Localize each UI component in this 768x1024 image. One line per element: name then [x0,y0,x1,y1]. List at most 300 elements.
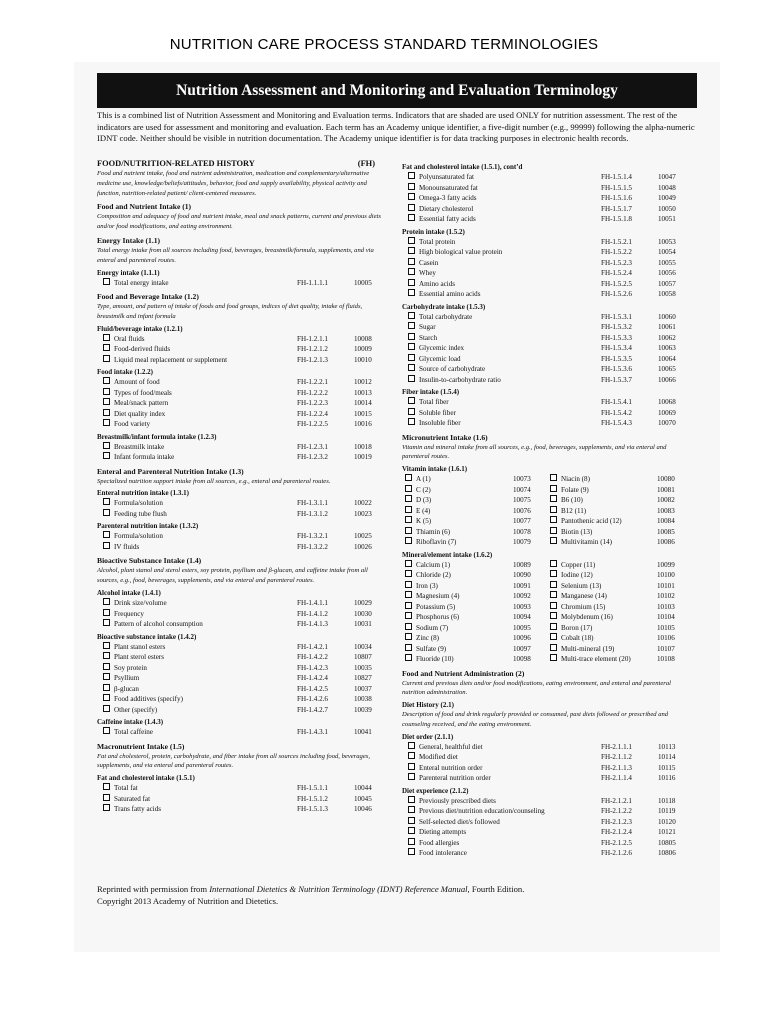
academy-id: 10082 [657,496,675,505]
term-pair-row [402,527,694,538]
term-entry [405,560,450,571]
idnt-code: FH-1.5.2.5 [601,279,632,288]
checkbox-icon[interactable] [408,838,415,845]
term-label: Sulfate (9) [416,644,447,653]
term-label: Glycemic index [419,344,465,352]
academy-id: 10092 [513,592,531,601]
term-entry [408,796,496,807]
section-description: Current and previous diets and/or food modifications, eating environment, and enteral and parenteral nutrition administration. [402,679,671,697]
term-entry [103,542,139,553]
checkbox-icon[interactable] [103,398,110,405]
idnt-code: FH-1.5.1.3 [297,805,328,814]
checkbox-icon[interactable] [103,419,110,426]
checkbox-icon[interactable] [408,796,415,803]
term-label: Multi-trace element (20) [561,655,631,664]
term-label: Parenteral nutrition order [419,774,491,783]
term-entry [550,485,589,496]
term-row [402,183,694,194]
checkbox-icon[interactable] [408,333,415,340]
term-label: Food intolerance [419,849,467,858]
term-row [402,817,694,828]
term-label: Food allergies [419,838,460,847]
term-label: A (1) [416,475,431,484]
checkbox-icon[interactable] [103,509,110,516]
term-entry [408,183,478,194]
checkbox-icon[interactable] [408,343,415,350]
term-pair-row [402,581,694,592]
checkbox-icon[interactable] [103,452,110,459]
academy-id: 10038 [354,695,372,704]
idnt-code: FH-1.4.2.5 [297,684,328,693]
term-label: Starch [419,333,438,342]
subsection-heading: Mineral/element intake (1.6.2) [402,550,493,559]
term-label: Sodium (7) [416,623,449,632]
checkbox-icon[interactable] [550,633,557,640]
term-entry [408,193,477,204]
term-label: Feeding tube flush [114,509,167,518]
left-column [97,158,389,815]
subsection-heading: Enteral nutrition intake (1.3.1) [97,489,189,498]
footer [97,884,697,907]
subsection-heading: Breastmilk/infant formula intake (1.2.3) [97,432,217,441]
academy-id: 10053 [658,237,676,246]
term-label: Food-derived fluids [114,345,171,354]
term-label: Cobalt (18) [561,634,594,643]
academy-id: 10044 [354,784,372,793]
checkbox-icon[interactable] [550,516,557,523]
page-title: NUTRITION CARE PROCESS STANDARD TERMINOLOGIES [169,36,599,53]
checkbox-icon[interactable] [103,684,110,691]
term-row [402,237,694,248]
term-entry [550,602,605,613]
academy-id: 10116 [658,774,676,783]
term-pair-row [402,623,694,634]
idnt-code: FH-1.4.1.3 [297,620,328,629]
idnt-code: FH-1.4.1.2 [297,609,328,618]
academy-id: 10005 [354,278,372,287]
term-row [402,838,694,849]
term-entry [408,364,485,375]
checkbox-icon[interactable] [408,806,415,813]
checkbox-icon[interactable] [103,531,110,538]
term-label: Modified diet [419,753,458,762]
term-label: Essential amino acids [419,290,481,298]
idnt-code: FH-1.5.3.3 [601,333,632,342]
checkbox-icon[interactable] [103,355,110,362]
term-label: Multivitamin (14) [561,538,613,547]
academy-id: 10008 [354,334,372,343]
checkbox-icon[interactable] [408,408,415,415]
checkbox-icon[interactable] [103,409,110,416]
idnt-code: FH-1.5.1.1 [297,784,328,793]
term-label: Insulin-to-carbohydrate ratio [419,375,501,384]
term-entry [405,581,438,592]
term-entry [408,742,483,753]
idnt-code: FH-1.2.3.1 [297,442,328,451]
term-row [402,375,694,386]
academy-id: 10089 [513,560,531,569]
academy-id: 10074 [513,485,531,494]
checkbox-icon[interactable] [408,742,415,749]
academy-id: 10037 [354,684,372,693]
checkbox-icon[interactable] [405,527,412,534]
checkbox-icon[interactable] [408,193,415,200]
section-heading: Micronutrient Intake (1.6) [402,432,488,442]
checkbox-icon[interactable] [405,612,412,619]
term-label: Formula/solution [114,532,163,541]
term-entry [408,268,436,279]
checkbox-icon[interactable] [103,334,110,341]
term-row [97,419,389,430]
term-entry [103,598,167,609]
term-row [97,334,389,345]
academy-id: 10105 [657,623,675,632]
academy-id: 10100 [657,571,675,580]
idnt-code: FH-1.5.4.2 [601,408,632,417]
checkbox-icon[interactable] [405,516,412,523]
checkbox-icon[interactable] [103,705,110,712]
checkbox-icon[interactable] [550,654,557,661]
checkbox-icon[interactable] [405,581,412,588]
checkbox-icon[interactable] [103,344,110,351]
section-description: Vitamin and mineral intake from all sources, e.g., food, beverages, supplements, and via enteral and parenteral routes. [402,443,667,461]
checkbox-icon[interactable] [405,644,412,651]
academy-id: 10095 [513,623,531,632]
term-entry [550,570,593,581]
idnt-code: FH-1.2.2.2 [297,388,328,397]
checkbox-icon[interactable] [408,848,415,855]
checkbox-icon[interactable] [103,377,110,384]
academy-id: 10079 [513,538,531,547]
left-column-entries [97,169,389,815]
checkbox-icon[interactable] [550,644,557,651]
term-entry [550,527,592,538]
term-row [402,773,694,784]
term-label: Essential fatty acids [419,215,476,223]
term-row [402,418,694,429]
term-row [97,388,389,399]
checkbox-icon[interactable] [550,474,557,481]
banner-title: Nutrition Assessment and Monitoring and Evaluation Terminology [97,73,697,108]
term-label: Enteral nutrition order [419,763,483,772]
idnt-code: FH-1.5.4.1 [601,398,632,406]
checkbox-icon[interactable] [408,204,415,211]
idnt-code: FH-1.2.1.3 [297,355,328,364]
term-label: Iron (3) [416,581,438,590]
checkbox-icon[interactable] [408,752,415,759]
term-label: General, healthful diet [419,742,483,751]
term-label: Formula/solution [114,499,163,508]
term-pair-row [402,612,694,623]
checkbox-icon[interactable] [103,663,110,670]
checkbox-icon[interactable] [408,268,415,275]
reprint-source-title: International Dietetics & Nutrition Terminology (IDNT) Reference Manual [209,884,468,894]
checkbox-icon[interactable] [405,591,412,598]
term-entry [550,623,592,634]
section-heading-text: FOOD/NUTRITION-RELATED HISTORY [97,159,255,168]
checkbox-icon[interactable] [408,258,415,265]
term-entry [103,442,164,453]
term-entry [550,537,612,548]
term-row [97,652,389,663]
term-entry [103,684,139,695]
idnt-code: FH-1.5.2.2 [601,248,632,256]
checkbox-icon[interactable] [103,442,110,449]
academy-id: 10045 [354,794,372,803]
checkbox-icon[interactable] [550,495,557,502]
term-row [402,279,694,290]
term-label: Oral fluids [114,334,145,343]
section-heading-fh [97,158,375,169]
section-description: Fat and cholesterol, protein, carbohydrate, and fiber intake from all sources including food, beverages, supplements, and via enteral and parenteral routes. [97,752,370,770]
term-label: Dieting attempts [419,828,467,837]
idnt-code: FH-1.4.2.6 [297,695,328,704]
checkbox-icon[interactable] [550,485,557,492]
checkbox-icon[interactable] [408,354,415,361]
checkbox-icon[interactable] [550,623,557,630]
checkbox-icon[interactable] [405,485,412,492]
term-entry [408,418,461,429]
idnt-code: FH-1.5.1.6 [601,194,632,202]
checkbox-icon[interactable] [550,560,557,567]
checkbox-icon[interactable] [550,527,557,534]
checkbox-icon[interactable] [408,312,415,319]
checkbox-icon[interactable] [405,560,412,567]
checkbox-icon[interactable] [408,247,415,254]
term-entry [103,652,164,663]
term-entry [405,633,439,644]
checkbox-icon[interactable] [405,474,412,481]
term-entry [408,354,461,365]
idnt-code: FH-1.3.1.2 [297,509,328,518]
checkbox-icon[interactable] [550,612,557,619]
checkbox-icon[interactable] [408,183,415,190]
checkbox-icon[interactable] [405,633,412,640]
term-label: Chloride (2) [416,571,451,580]
term-label: Total energy intake [114,278,169,287]
section-heading: Energy Intake (1.1) [97,235,161,245]
academy-id: 10022 [354,499,372,508]
section-heading: Food and Nutrient Administration (2) [402,668,525,678]
checkbox-icon[interactable] [408,364,415,371]
checkbox-icon[interactable] [550,602,557,609]
term-entry [103,609,144,620]
academy-id: 10091 [513,581,531,590]
term-row [97,542,389,553]
idnt-code: FH-2.1.2.6 [601,849,632,858]
term-label: Selenium (13) [561,581,602,590]
section-heading: Food and Beverage Intake (1.2) [97,292,199,302]
academy-id: 10010 [354,355,372,364]
term-label: Self-selected diet/s followed [419,817,500,826]
academy-id: 10078 [513,527,531,536]
term-label: Riboflavin (7) [416,538,457,547]
term-entry [408,408,456,419]
term-label: Whey [419,269,436,277]
term-row [97,684,389,695]
academy-id: 10065 [658,365,676,373]
term-label: Magnesium (4) [416,592,460,601]
checkbox-icon[interactable] [408,289,415,296]
checkbox-icon[interactable] [103,598,110,605]
checkbox-icon[interactable] [408,418,415,425]
term-entry [103,355,227,366]
term-entry [550,654,631,665]
checkbox-icon[interactable] [103,783,110,790]
checkbox-icon[interactable] [103,609,110,616]
checkbox-icon[interactable] [550,506,557,513]
term-row [402,796,694,807]
checkbox-icon[interactable] [405,654,412,661]
term-entry [408,752,458,763]
checkbox-icon[interactable] [405,602,412,609]
academy-id: 10107 [657,644,675,653]
subsection-heading: Fiber intake (1.5.4) [402,388,460,396]
term-row [402,247,694,258]
term-entry [103,509,167,520]
term-row [97,442,389,453]
idnt-code: FH-1.4.2.4 [297,674,328,683]
checkbox-icon[interactable] [408,279,415,286]
term-entry [550,560,595,571]
checkbox-icon[interactable] [550,591,557,598]
term-row [97,278,389,289]
checkbox-icon[interactable] [103,694,110,701]
academy-id: 10034 [354,642,372,651]
idnt-code: FH-1.5.3.4 [601,344,632,352]
term-label: Dietary cholesterol [419,204,474,213]
term-label: Previous diet/nutrition education/counseling [419,807,545,816]
checkbox-icon[interactable] [405,537,412,544]
checkbox-icon[interactable] [550,570,557,577]
academy-id: 10075 [513,496,531,505]
term-label: Breastmilk intake [114,442,165,451]
checkbox-icon[interactable] [408,397,415,404]
term-label: Infant formula intake [114,453,175,462]
checkbox-icon[interactable] [405,623,412,630]
term-entry [408,838,459,849]
term-row [402,354,694,365]
academy-id: 10061 [658,323,676,331]
checkbox-icon[interactable] [405,495,412,502]
checkbox-icon[interactable] [408,763,415,770]
academy-id: 10058 [658,290,676,298]
term-entry [103,642,165,653]
academy-id: 10054 [658,248,676,256]
term-entry [103,388,172,399]
checkbox-icon[interactable] [103,727,110,734]
term-entry [405,644,446,655]
term-entry [550,516,622,527]
checkbox-icon[interactable] [550,581,557,588]
academy-id: 10039 [354,705,372,714]
academy-id: 10013 [354,388,372,397]
term-entry [405,474,431,485]
term-label: Chromium (15) [561,602,606,611]
subsection-heading: Parenteral nutrition intake (1.3.2) [97,522,199,531]
academy-id: 10106 [657,634,675,643]
section-heading: Macronutrient Intake (1.5) [97,741,185,751]
academy-id: 10827 [354,674,372,683]
idnt-code: FH-1.2.1.1 [297,334,328,343]
idnt-code: FH-2.1.1.1 [601,742,632,751]
checkbox-icon[interactable] [103,804,110,811]
checkbox-icon[interactable] [103,642,110,649]
checkbox-icon[interactable] [103,673,110,680]
idnt-code: FH-1.5.3.6 [601,365,632,373]
checkbox-icon[interactable] [408,773,415,780]
term-label: B6 (10) [561,496,583,505]
checkbox-icon[interactable] [103,619,110,626]
term-pair-row [402,516,694,527]
term-label: Pantothenic acid (12) [561,517,622,526]
idnt-code: FH-1.5.4.3 [601,419,632,427]
checkbox-icon[interactable] [405,570,412,577]
checkbox-icon[interactable] [103,542,110,549]
checkbox-icon[interactable] [405,506,412,513]
checkbox-icon[interactable] [408,172,415,179]
term-entry [103,334,145,345]
term-entry [405,495,431,506]
subsection-heading: Diet experience (2.1.2) [402,786,469,795]
checkbox-icon[interactable] [103,498,110,505]
academy-id: 10118 [658,796,676,805]
checkbox-icon[interactable] [408,214,415,221]
checkbox-icon[interactable] [408,817,415,824]
academy-id: 10076 [513,506,531,515]
section-description: Specialized nutrition support intake from all sources, e.g., enteral and parenteral routes. [97,477,331,485]
checkbox-icon[interactable] [408,375,415,382]
checkbox-icon[interactable] [103,652,110,659]
term-label: C (2) [416,485,431,494]
checkbox-icon[interactable] [408,237,415,244]
checkbox-icon[interactable] [103,388,110,395]
term-row [97,783,389,794]
term-entry [405,570,451,581]
idnt-code: FH-1.4.2.1 [297,642,328,651]
checkbox-icon[interactable] [103,278,110,285]
term-entry [405,516,431,527]
term-entry [408,258,438,269]
academy-id: 10807 [354,653,372,662]
term-label: Total protein [419,237,456,246]
academy-id: 10080 [657,475,675,484]
checkbox-icon[interactable] [103,794,110,801]
section-description: Alcohol, plant stanol and sterol esters, soy protein, psyllium and β-glucan, and caffeine intake from all sources, e.g., food, beverages, supplements, and via enteral and parenteral routes. [97,567,368,585]
term-label: Insoluble fiber [419,419,461,427]
term-entry [408,763,482,774]
section-description: Description of food and drink regularly provided or consumed, past diets followed or prescribed and counseling received, and the eating environment. [402,711,669,728]
section-description: Composition and adequacy of food and nutrient intake, meal and snack patterns, current and previous diets and/or food modifications, and eating environment. [97,213,381,231]
academy-id: 10068 [658,398,676,406]
checkbox-icon[interactable] [408,827,415,834]
term-pair-row [402,537,694,548]
reprint-prefix: Reprinted with permission from [97,884,210,894]
term-entry [408,375,501,386]
idnt-code: FH-2.1.1.4 [601,774,632,783]
term-entry [408,247,502,258]
term-row [402,364,694,375]
academy-id: 10096 [513,634,531,643]
term-pair-row [402,602,694,613]
academy-id: 10090 [513,571,531,580]
checkbox-icon[interactable] [408,322,415,329]
checkbox-icon[interactable] [550,537,557,544]
intro-paragraph: This is a combined list of Nutrition Assessment and Monitoring and Evaluation terms. Indicators that are shaded are used ONLY for nutrition assessment. The rest of the indicators are used for assessment and monitoring and evaluation. Each term has an Academy unique identifier, a five-digit number (e.g., 99999) following the alpha-numeric IDNT code. Neither should be visible in nutrition documentation. The Academy unique identifier is for data tracking purposes in electronic health records. [97,110,695,144]
term-row [97,663,389,674]
academy-id: 10102 [657,592,675,601]
academy-id: 10057 [658,279,676,288]
